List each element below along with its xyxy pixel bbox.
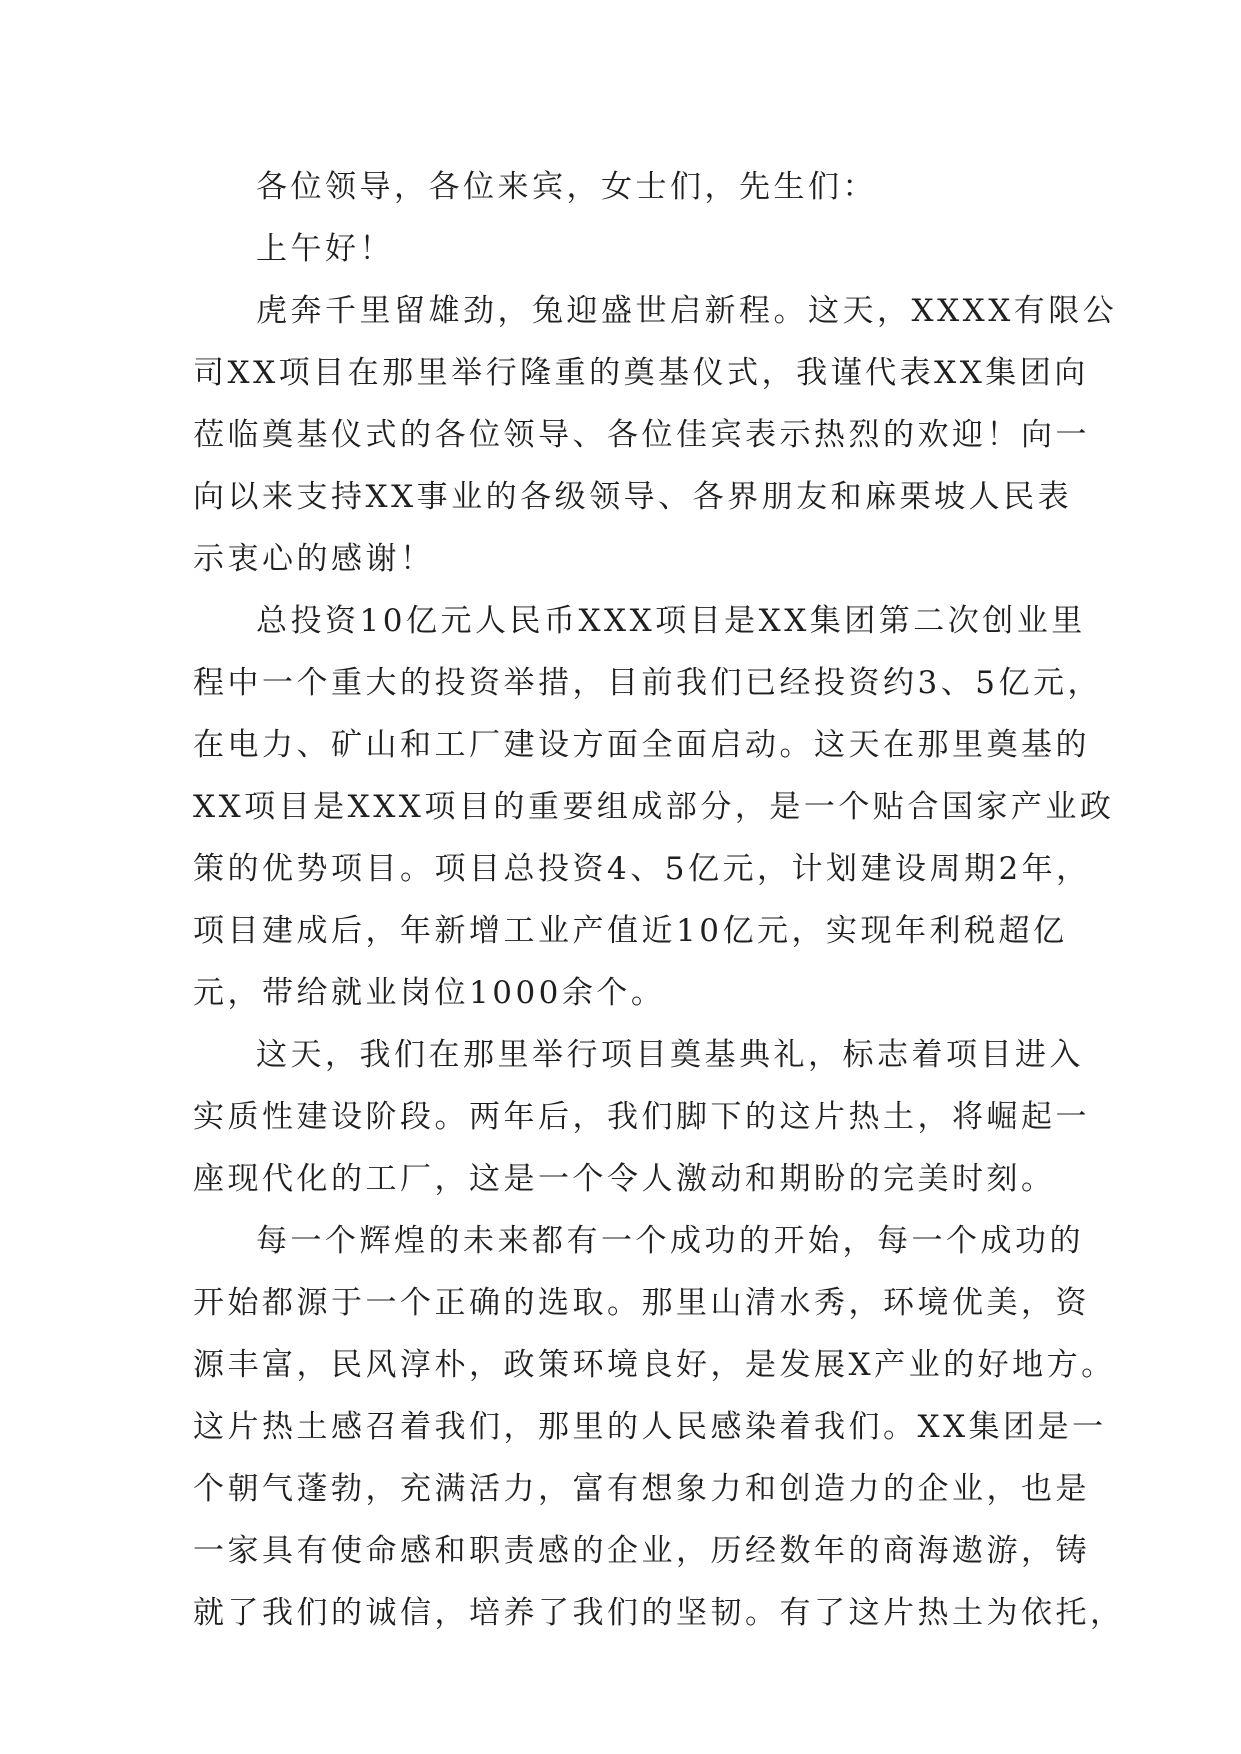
salutation-line: 各位领导，各位来宾，女士们，先生们： [256, 169, 877, 205]
paragraph-1-line-2: 司XX项目在那里举行隆重的奠基仪式，我谨代表XX集团向 [193, 355, 1089, 391]
paragraph-3-line-3: 座现代化的工厂，这是一个令人激动和期盼的完美时刻。 [193, 1161, 1056, 1197]
paragraph-1-line-3: 莅临奠基仪式的各位领导、各位佳宾表示热烈的欢迎！向一 [193, 417, 1090, 453]
paragraph-2-line-5: 策的优势项目。项目总投资4、5亿元，计划建设周期2年， [193, 851, 1091, 887]
paragraph-4-line-4: 这片热土感召着我们，那里的人民感染着我们。XX集团是一 [193, 1409, 1107, 1445]
paragraph-4-line-1: 每一个辉煌的未来都有一个成功的开始，每一个成功的 [256, 1223, 1084, 1259]
paragraph-1-line-4: 向以来支持XX事业的各级领导、各界朋友和麻栗坡人民表 [193, 479, 1073, 515]
paragraph-4-line-7: 就了我们的诚信，培养了我们的坚韧。有了这片热土为依托， [193, 1595, 1125, 1631]
paragraph-4-line-6: 一家具有使命感和职责感的企业，历经数年的商海遨游，铸 [193, 1533, 1090, 1569]
paragraph-2-line-2: 程中一个重大的投资举措，目前我们已经投资约3、5亿元， [193, 665, 1102, 701]
paragraph-1-line-5: 示衷心的感谢！ [193, 541, 435, 577]
greeting-line: 上午好！ [256, 231, 394, 267]
paragraph-2-line-7: 元，带给就业岗位1000余个。 [193, 975, 666, 1011]
paragraph-4-line-3: 源丰富，民风淳朴，政策环境良好，是发展X产业的好地方。 [193, 1347, 1116, 1383]
paragraph-3-line-1: 这天，我们在那里举行项目奠基典礼，标志着项目进入 [256, 1037, 1084, 1073]
paragraph-2-line-1: 总投资10亿元人民币XXX项目是XX集团第二次创业里 [256, 603, 1086, 639]
paragraph-2-line-6: 项目建成后，年新增工业产值近10亿元，实现年利税超亿 [193, 913, 1068, 949]
paragraph-4-line-2: 开始都源于一个正确的选取。那里山清水秀，环境优美，资 [193, 1285, 1090, 1321]
paragraph-2-line-4: XX项目是XXX项目的重要组成部分，是一个贴合国家产业政 [193, 789, 1115, 825]
paragraph-1-line-1: 虎奔千里留雄劲，兔迎盛世启新程。这天，XXXX有限公 [256, 293, 1118, 329]
paragraph-4-line-5: 个朝气蓬勃，充满活力，富有想象力和创造力的企业，也是 [193, 1471, 1090, 1507]
paragraph-3-line-2: 实质性建设阶段。两年后，我们脚下的这片热土，将崛起一 [193, 1099, 1090, 1135]
paragraph-2-line-3: 在电力、矿山和工厂建设方面全面启动。这天在那里奠基的 [193, 727, 1090, 763]
